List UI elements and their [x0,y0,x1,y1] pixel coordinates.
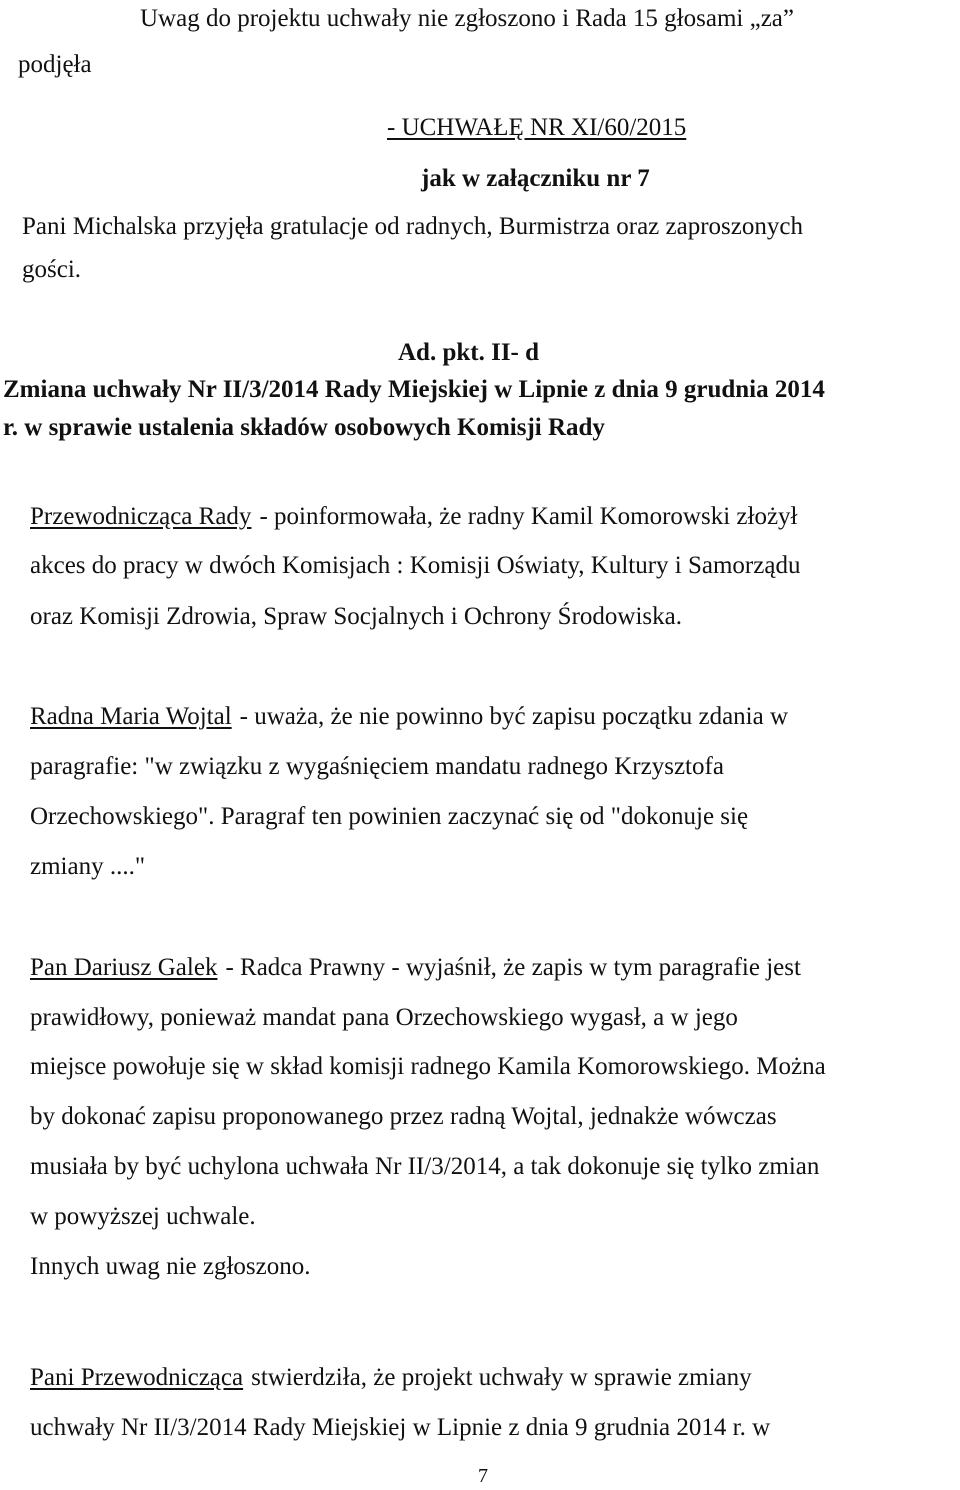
congrats-line-1: Pani Michalska przyjęła gratulacje od radnych, Burmistrza oraz zaproszonych [22,213,803,240]
speaker-name: Pan Dariusz Galek [30,954,218,981]
paragraph-3-line-1 [30,955,801,980]
paragraph-2-line-4: zmiany ...." [30,853,146,880]
speaker-name: Pani Przewodnicząca [30,1364,244,1391]
resolution-title: - UCHWAŁĘ NR XI/60/2015 [387,114,687,141]
paragraph-4-line-1 [30,1365,752,1390]
paragraph-2-line-1 [30,704,788,729]
congrats-line-2: gości. [22,256,82,283]
paragraph-2-line-3: Orzechowskiego". Paragraf ten powinien zaczynać się od "dokonuje się [30,803,749,830]
paragraph-text: - poinformowała, że radny Kamil Komorowski złożył [259,503,798,530]
paragraph-3-line-6: w powyższej uchwale. [30,1203,256,1230]
section-title-line-2: r. w sprawie ustalenia składów osobowych Komisji Rady [3,414,605,441]
speaker-name: Radna Maria Wojtal [30,703,232,730]
section-title-line-1: Zmiana uchwały Nr II/3/2014 Rady Miejskiej w Lipnie z dnia 9 grudnia 2014 [3,376,825,403]
paragraph-4-line-2: uchwały Nr II/3/2014 Rady Miejskiej w Lipnie z dnia 9 grudnia 2014 r. w [30,1414,771,1441]
intro-line-2: podjęła [18,51,92,78]
paragraph-3-line-4: by dokonać zapisu proponowanego przez radną Wojtal, jednakże wówczas [30,1103,777,1130]
paragraph-1-line-1 [30,504,798,529]
speaker-name: Przewodnicząca Rady [30,503,252,530]
paragraph-1-line-3: oraz Komisji Zdrowia, Spraw Socjalnych i Ochrony Środowiska. [30,603,682,630]
paragraph-3-line-5: musiała by być uchylona uchwała Nr II/3/2014, a tak dokonuje się tylko zmian [30,1153,820,1180]
paragraph-3-line-3: miejsce powołuje się w skład komisji radnego Kamila Komorowskiego. Można [30,1053,826,1080]
paragraph-1-line-2: akces do pracy w dwóch Komisjach : Komisji Oświaty, Kultury i Samorządu [30,552,801,579]
paragraph-text: - Radca Prawny - wyjaśnił, że zapis w tym paragrafie jest [225,954,801,981]
no-remarks: Innych uwag nie zgłoszono. [30,1253,311,1280]
intro-line-1: Uwag do projektu uchwały nie zgłoszono i Rada 15 głosami „za” [140,5,794,32]
paragraph-text: - uważa, że nie powinno być zapisu początku zdania w [239,703,789,730]
attachment-reference: jak w załączniku nr 7 [421,165,650,192]
section-number: Ad. pkt. II- d [398,339,540,366]
paragraph-text: stwierdziła, że projekt uchwały w sprawie zmiany [251,1364,752,1391]
paragraph-3-line-2: prawidłowy, ponieważ mandat pana Orzechowskiego wygasł, a w jego [30,1004,738,1031]
page-number: 7 [478,1465,488,1487]
paragraph-2-line-2: paragrafie: "w związku z wygaśnięciem mandatu radnego Krzysztofa [30,753,724,780]
